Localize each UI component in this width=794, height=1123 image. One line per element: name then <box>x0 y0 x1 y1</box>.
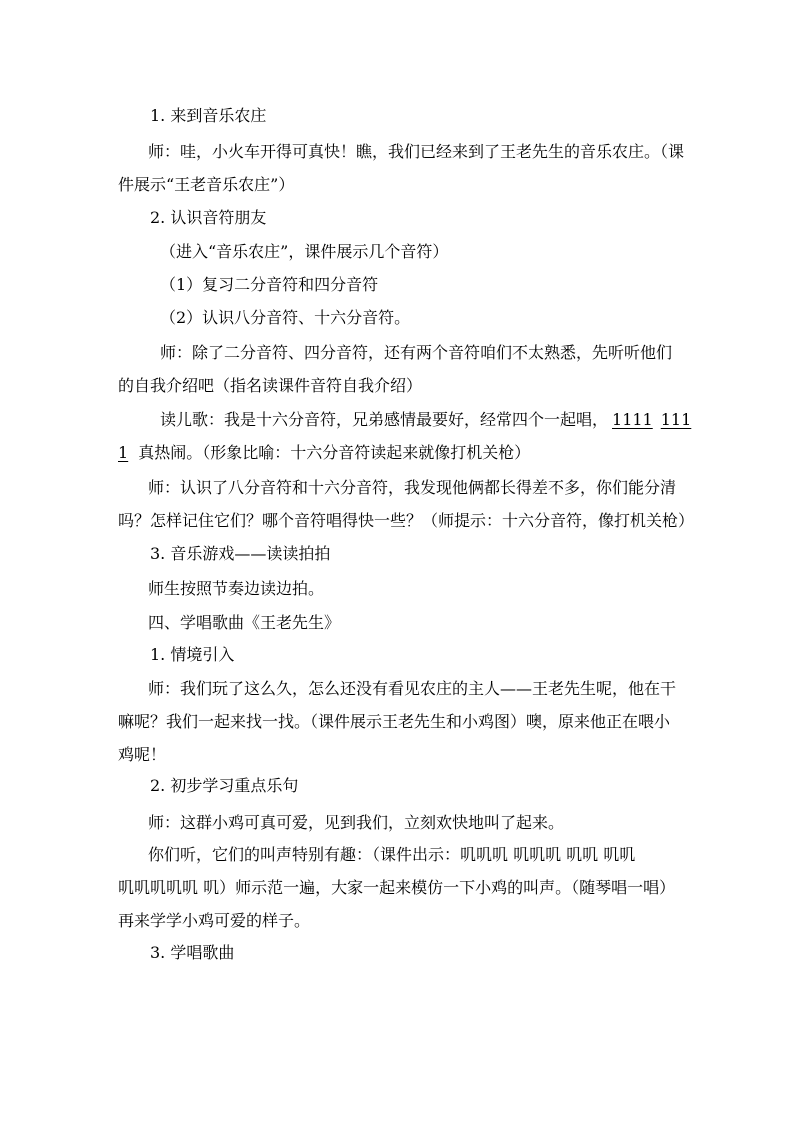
paragraph-teacher-find-end: 鸡呢！ <box>118 745 167 764</box>
paragraph-teacher-find-cont: 嘛呢？我们一起来找一找。（课件展示王老先生和小鸡图）噢，原来他正在喂小 <box>118 712 671 731</box>
list-item-review: （1）复习二分音符和四分音符 <box>160 275 379 294</box>
heading-2-notes: 2. 认识音符朋友 <box>150 208 267 227</box>
paragraph-rhyme-cont <box>118 436 794 470</box>
paragraph-teacher-intro: 师：哇，小火车开得可真快！瞧，我们已经来到了王老先生的音乐农庄。（课 <box>148 142 685 161</box>
paragraph-chick-sounds-cont: 叽叽叽叽叽 叽）师示范一遍，大家一起来模仿一下小鸡的叫声。（随琴唱一唱） <box>118 878 676 897</box>
paragraph-chick-sounds: 你们听，它们的叫声特别有趣：（课件出示：叽叽叽 叽叽叽 叽叽 叽叽 <box>148 845 636 864</box>
section-heading-song: 四、学唱歌曲《王老先生》 <box>148 613 341 632</box>
heading-3-game: 3. 音乐游戏——读读拍拍 <box>150 544 331 563</box>
paragraph-teacher-intro-cont: 件展示“王老音乐农庄”） <box>118 175 295 194</box>
rhythm-111: 111 <box>660 410 692 429</box>
paragraph-game: 师生按照节奏边读边拍。 <box>148 579 325 598</box>
heading-3-sing: 3. 学唱歌曲 <box>150 943 235 962</box>
paragraph-teacher-compare-cont: 吗？怎样记住它们？哪个音符唱得快一些？（师提示：十六分音符，像打机关枪） <box>118 511 695 530</box>
paragraph-teacher-compare: 师：认识了八分音符和十六分音符，我发现他俩都长得差不多，你们能分清 <box>148 478 677 497</box>
list-item-learn: （2）认识八分音符、十六分音符。 <box>160 308 411 327</box>
heading-1-farm: 1. 来到音乐农庄 <box>150 106 267 125</box>
heading-1-context: 1. 情境引入 <box>150 645 235 664</box>
paragraph-chicks: 师：这群小鸡可真可爱，见到我们，立刻欢快地叫了起来。 <box>148 813 565 832</box>
paragraph-teacher-notes: 师：除了二分音符、四分音符，还有两个音符咱们不太熟悉，先听听他们 <box>160 343 673 362</box>
paragraph-rhyme <box>160 403 794 437</box>
rhyme-text-cont: 真热闹。（形象比喻：十六分音符读起来就像打机关枪） <box>138 443 531 462</box>
rhyme-text: 读儿歌：我是十六分音符，兄弟感情最要好，经常四个一起唱， <box>160 410 609 429</box>
paragraph-teacher-find: 师：我们玩了这么久，怎么还没有看见农庄的主人——王老先生呢，他在干 <box>148 679 677 698</box>
rhythm-1111: 1111 <box>612 410 653 429</box>
paragraph-enter-farm: （进入“音乐农庄”，课件展示几个音符） <box>160 242 449 261</box>
paragraph-chick-sounds-end: 再来学学小鸡可爱的样子。 <box>118 911 311 930</box>
heading-2-phrase: 2. 初步学习重点乐句 <box>150 776 299 795</box>
rhythm-1: 1 <box>118 443 129 462</box>
paragraph-teacher-notes-cont: 的自我介绍吧（指名读课件音符自我介绍） <box>118 376 423 395</box>
